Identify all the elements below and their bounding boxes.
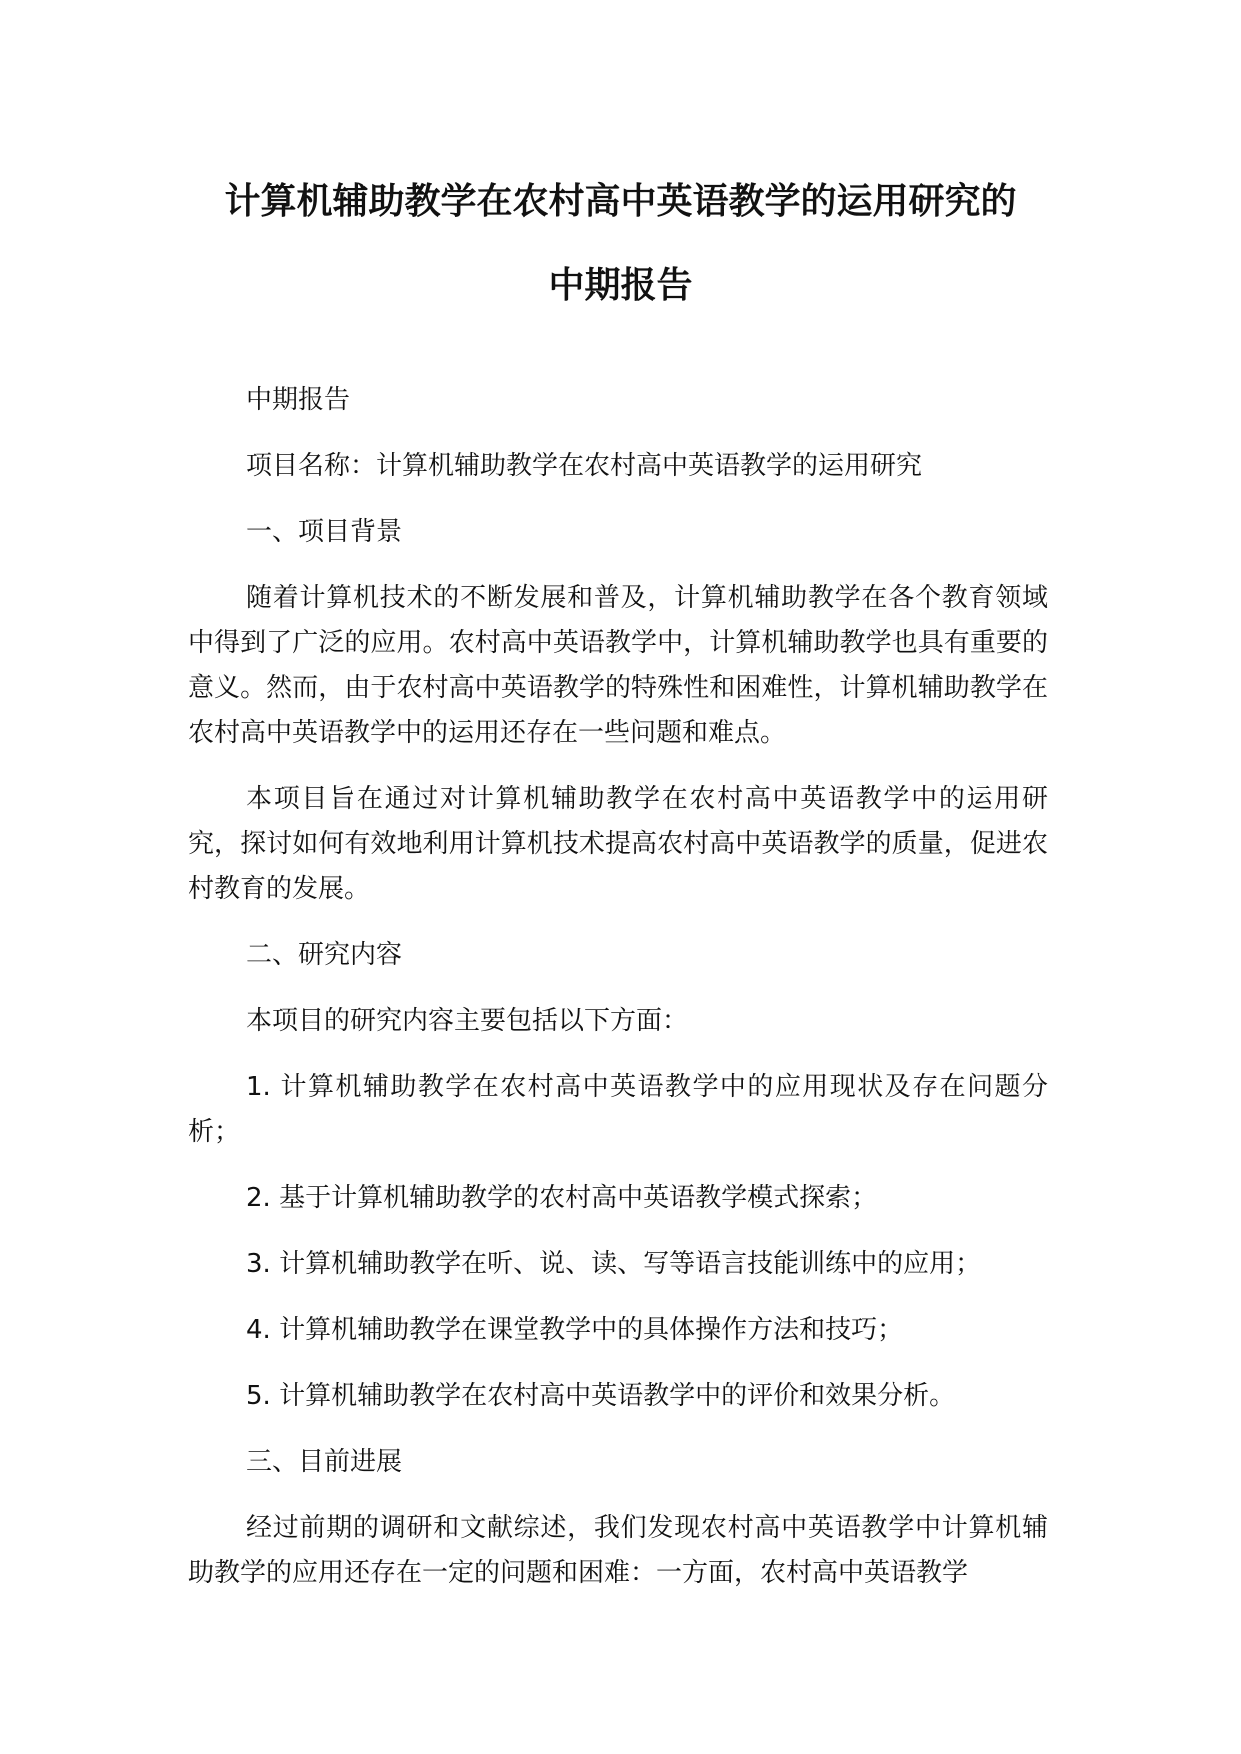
section-heading-research-content: 二、研究内容 xyxy=(246,940,403,970)
document-body xyxy=(188,378,1048,1617)
paragraph-report-label: 中期报告 xyxy=(246,385,351,415)
list-item-3: 3. 计算机辅助教学在听、说、读、写等语言技能训练中的应用； xyxy=(246,1249,982,1279)
section-heading-background: 一、项目背景 xyxy=(246,517,403,547)
section-heading-progress: 三、目前进展 xyxy=(246,1447,403,1477)
paragraph-research-intro: 本项目的研究内容主要包括以下方面： xyxy=(246,1006,689,1036)
list-item-5: 5. 计算机辅助教学在农村高中英语教学中的评价和效果分析。 xyxy=(246,1381,956,1411)
list-item-2: 2. 基于计算机辅助教学的农村高中英语教学模式探索； xyxy=(246,1183,878,1213)
list-item-4: 4. 计算机辅助教学在课堂教学中的具体操作方法和技巧； xyxy=(246,1315,904,1345)
list-item-1: 1. 计算机辅助教学在农村高中英语教学中的应用现状及存在问题分析； xyxy=(188,1072,1048,1147)
paragraph-background-1: 随着计算机技术的不断发展和普及，计算机辅助教学在各个教育领域中得到了广泛的应用。农村高中英语教学中，计算机辅助教学也具有重要的意义。然而，由于农村高中英语教学的特殊性和困难性，计算机辅助教学在农村高中英语教学中的运用还存在一些问题和难点。 xyxy=(188,583,1048,748)
paragraph-progress: 经过前期的调研和文献综述，我们发现农村高中英语教学中计算机辅助教学的应用还存在一定的问题和困难：一方面，农村高中英语教学 xyxy=(188,1513,1048,1588)
paragraph-project-name: 项目名称：计算机辅助教学在农村高中英语教学的运用研究 xyxy=(246,451,923,481)
document-title-line-2: 中期报告 xyxy=(548,265,693,306)
paragraph-background-2: 本项目旨在通过对计算机辅助教学在农村高中英语教学中的运用研究，探讨如何有效地利用计算机技术提高农村高中英语教学的质量，促进农村教育的发展。 xyxy=(188,784,1048,904)
document-title-line-1: 计算机辅助教学在农村高中英语教学的运用研究的 xyxy=(224,181,1017,222)
